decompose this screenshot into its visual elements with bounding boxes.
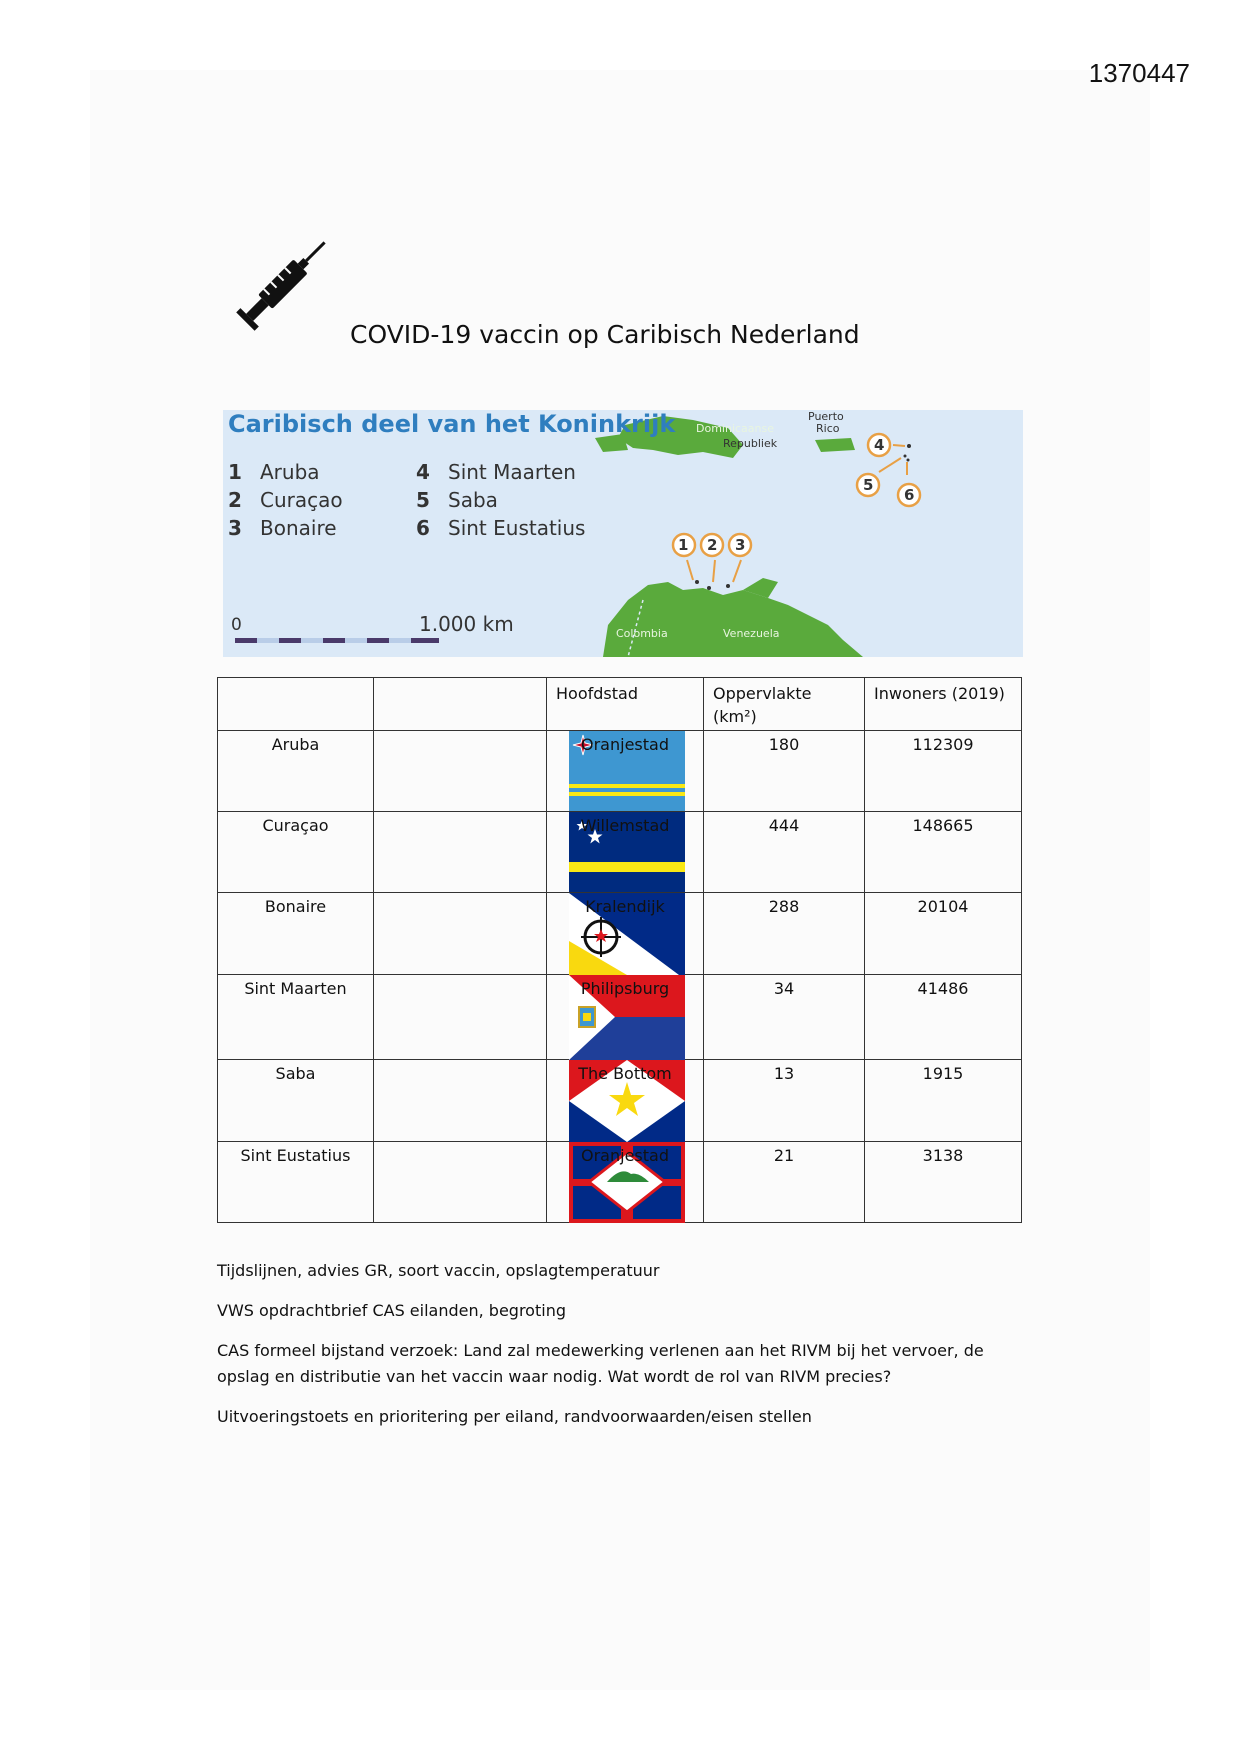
capital-cell xyxy=(547,893,704,975)
map-legend-right xyxy=(416,460,585,544)
population-value: 148665 xyxy=(865,812,1022,893)
note-paragraph: Uitvoeringstoets en prioritering per eiland, randvoorwaarden/eisen stellen xyxy=(217,1407,812,1426)
map-label-dominicaanse: Dominicaanse xyxy=(696,422,774,435)
area-value: 21 xyxy=(704,1142,865,1223)
area-value: 180 xyxy=(704,731,865,812)
table-row xyxy=(218,893,1022,975)
island-name: Saba xyxy=(218,1060,374,1142)
capital-name: Philipsburg xyxy=(580,979,670,998)
note-paragraph: Tijdslijnen, advies GR, soort vaccin, opslagtemperatuur xyxy=(217,1261,660,1280)
table-row xyxy=(218,975,1022,1060)
capital-name: Oranjestad xyxy=(581,735,669,754)
capital-cell xyxy=(547,731,704,812)
legend-item: 5 Saba xyxy=(416,488,498,512)
document-id: 1370447 xyxy=(1088,58,1190,88)
page-title: COVID-19 vaccin op Caribisch Nederland xyxy=(350,320,860,349)
table-row xyxy=(218,812,1022,893)
syringe-icon xyxy=(225,222,345,342)
scale-distance-label: 1.000 km xyxy=(419,612,514,636)
population-value: 3138 xyxy=(865,1142,1022,1223)
island-name: Aruba xyxy=(218,731,374,812)
capital-name: Kralendijk xyxy=(585,897,665,916)
empty-cell xyxy=(374,893,547,975)
capital-name: The Bottom xyxy=(578,1064,672,1083)
header-island xyxy=(218,678,374,731)
header-area: Oppervlakte (km²) xyxy=(704,678,865,731)
map-heading: Caribisch deel van het Koninkrijk xyxy=(228,410,676,438)
empty-cell xyxy=(374,1060,547,1142)
population-value: 1915 xyxy=(865,1060,1022,1142)
map-drawing xyxy=(223,410,1023,657)
population-value: 112309 xyxy=(865,731,1022,812)
capital-cell xyxy=(547,812,704,893)
marker-label-4: 4 xyxy=(874,436,885,454)
legend-item: 4 Sint Maarten xyxy=(416,460,576,484)
table-row xyxy=(218,1060,1022,1142)
area-value: 444 xyxy=(704,812,865,893)
population-value: 41486 xyxy=(865,975,1022,1060)
note-paragraph: CAS formeel bijstand verzoek: Land zal medewerking verlenen aan het RIVM bij het vervoer, de opslag en distributie van het vaccin waar nodig. Wat wordt de rol van RIVM precies? xyxy=(217,1341,984,1386)
legend-item: 6 Sint Eustatius xyxy=(416,516,586,540)
legend-item: 1 Aruba xyxy=(228,460,320,484)
empty-cell xyxy=(374,812,547,893)
notes-section xyxy=(217,1258,1017,1444)
marker-label-3: 3 xyxy=(735,536,746,554)
marker-label-1: 1 xyxy=(678,536,689,554)
area-value: 13 xyxy=(704,1060,865,1142)
header-capital: Hoofdstad xyxy=(547,678,704,731)
capital-cell xyxy=(547,975,704,1060)
capital-name: Oranjestad xyxy=(581,1146,669,1165)
caribbean-map xyxy=(223,410,1023,657)
map-legend-left xyxy=(228,460,343,544)
capital-cell xyxy=(547,1060,704,1142)
table-header-row xyxy=(218,678,1022,731)
empty-cell xyxy=(374,975,547,1060)
map-label-rico: Rico xyxy=(816,422,840,435)
empty-cell xyxy=(374,731,547,812)
population-value: 20104 xyxy=(865,893,1022,975)
header-population: Inwoners (2019) xyxy=(865,678,1022,731)
map-label-colombia: Colombia xyxy=(616,627,668,640)
table-row xyxy=(218,1142,1022,1223)
marker-label-6: 6 xyxy=(904,486,915,504)
island-name: Curaçao xyxy=(218,812,374,893)
area-value: 288 xyxy=(704,893,865,975)
island-name: Sint Maarten xyxy=(218,975,374,1060)
map-label-republiek: Republiek xyxy=(723,437,778,450)
capital-cell xyxy=(547,1142,704,1223)
capital-name: Willemstad xyxy=(580,816,670,835)
map-label-venezuela: Venezuela xyxy=(723,627,780,640)
area-value: 34 xyxy=(704,975,865,1060)
header-blank xyxy=(374,678,547,731)
empty-cell xyxy=(374,1142,547,1223)
island-name: Bonaire xyxy=(218,893,374,975)
table-row xyxy=(218,731,1022,812)
map-label-puerto: Puerto xyxy=(808,410,844,423)
marker-label-2: 2 xyxy=(707,536,718,554)
islands-table xyxy=(217,677,1022,1223)
scale-zero-label: 0 xyxy=(231,615,242,635)
legend-item: 3 Bonaire xyxy=(228,516,337,540)
marker-label-5: 5 xyxy=(863,476,874,494)
legend-item: 2 Curaçao xyxy=(228,488,343,512)
note-paragraph: VWS opdrachtbrief CAS eilanden, begroting xyxy=(217,1301,566,1320)
island-name: Sint Eustatius xyxy=(218,1142,374,1223)
